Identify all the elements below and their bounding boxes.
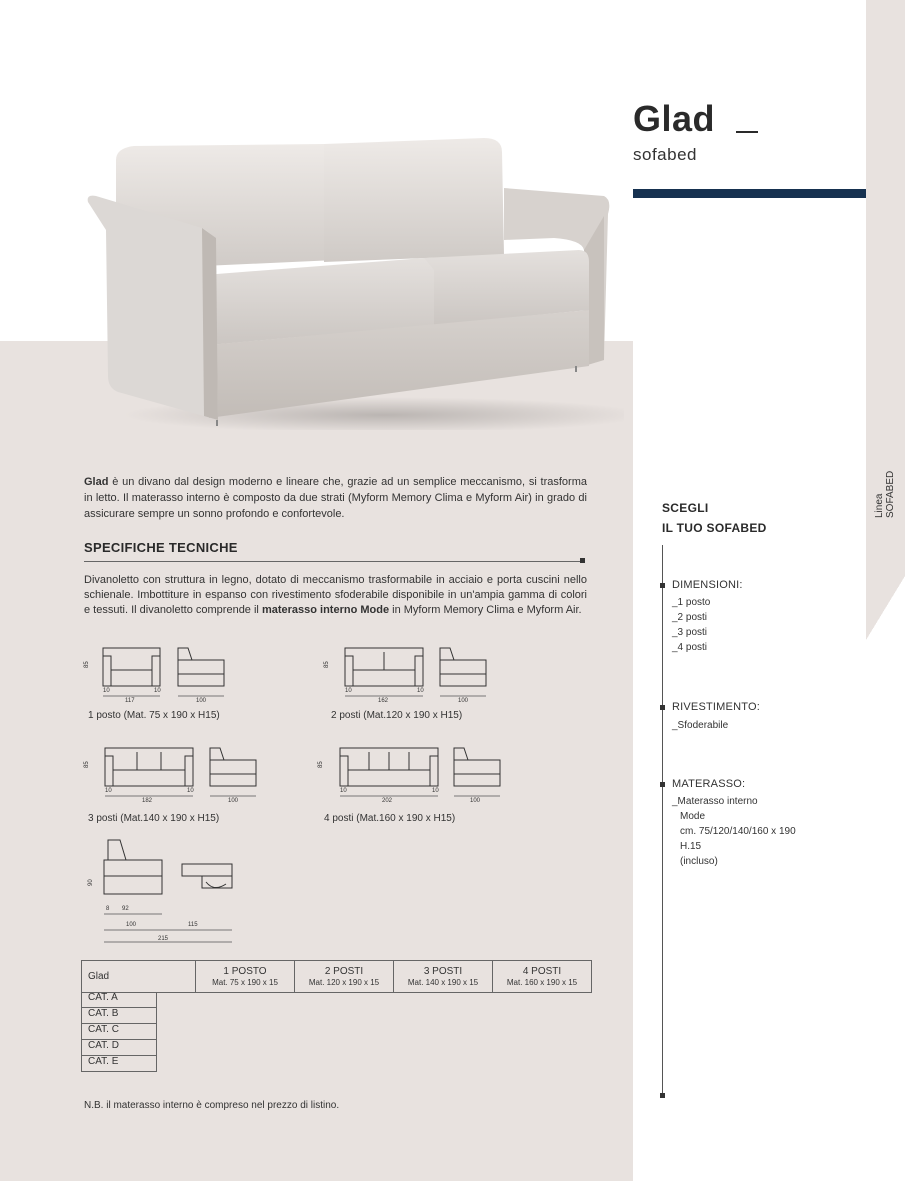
choose-vertical-line bbox=[662, 545, 663, 1095]
diagram-2-arm-right: 10 bbox=[417, 688, 424, 694]
price-row-label: CAT. B bbox=[81, 1008, 157, 1024]
specs-heading: SPECIFICHE TECNICHE bbox=[84, 540, 238, 555]
side-strip bbox=[866, 0, 905, 640]
option-dimensioni-title: DIMENSIONI: bbox=[672, 579, 743, 591]
option-materasso-title: MATERASSO: bbox=[672, 778, 746, 790]
price-row-label: CAT. A bbox=[81, 992, 157, 1008]
specs-text-bold: materasso interno Mode bbox=[261, 604, 390, 616]
side-label-line1: Linea bbox=[874, 493, 885, 518]
option-dimensioni-item: _3 posti bbox=[672, 627, 708, 638]
open-bed-total: 215 bbox=[158, 936, 169, 942]
option-rivestimento-list bbox=[672, 718, 728, 733]
diagram-3-arm-right: 10 bbox=[187, 788, 194, 794]
product-title: Glad bbox=[633, 98, 716, 139]
diagram-3-depth: 100 bbox=[228, 798, 239, 804]
choose-end-marker bbox=[660, 1093, 665, 1098]
price-col-3 bbox=[394, 961, 493, 993]
price-col-3-sub: Mat. 140 x 190 x 15 bbox=[407, 977, 479, 987]
price-table bbox=[81, 960, 592, 993]
diagram-4-posti bbox=[310, 740, 510, 810]
price-col-4-label: 4 POSTI bbox=[522, 965, 562, 977]
title-dash bbox=[736, 131, 758, 133]
diagram-3-height: 85 bbox=[84, 761, 90, 768]
specs-text-after: in Myform Memory Clima e Myform Air. bbox=[389, 604, 582, 616]
price-table-header bbox=[82, 961, 592, 993]
diagram-2-posti bbox=[320, 640, 500, 710]
diagram-2-depth: 100 bbox=[458, 698, 469, 704]
diagram-open-bed bbox=[82, 836, 242, 946]
option-materasso-item: H.15 bbox=[680, 841, 702, 852]
specs-text-before: Divanoletto con struttura in legno, dotato di meccanismo trasformabile in acciaio e porta cuscini nello schienale. Imbottiture in espanso con rivestimento sfoderabile disponibile in un'ampia gamma di colori e tessuti. Il divanoletto comprende il bbox=[84, 574, 587, 616]
intro-text: è un divano dal design moderno e lineare che, grazie ad un semplice meccanismo, si trasforma in letto. Il materasso interno è composto da due strati (Myform Memory Clima e Myform Air) in grado di assicurare sempre un sonno profondo e confortevole. bbox=[84, 476, 587, 520]
diagram-1-caption: 1 posto (Mat. 75 x 190 x H15) bbox=[88, 710, 220, 721]
option-materasso-item: (incluso) bbox=[680, 856, 718, 867]
option-dimensioni-item: _1 posto bbox=[672, 597, 711, 608]
intro-paragraph bbox=[84, 474, 587, 522]
choose-heading bbox=[662, 498, 767, 538]
diagram-4-arm-right: 10 bbox=[432, 788, 439, 794]
option-materasso-item: Mode bbox=[680, 811, 706, 822]
diagram-2-width: 162 bbox=[378, 698, 389, 704]
price-col-1 bbox=[196, 961, 295, 993]
price-table-corner: Glad bbox=[82, 961, 196, 993]
diagram-2-caption: 2 posti (Mat.120 x 190 x H15) bbox=[331, 710, 463, 721]
diagram-1-arm-left: 10 bbox=[103, 688, 110, 694]
price-col-4-sub: Mat. 160 x 190 x 15 bbox=[506, 977, 578, 987]
bullet-materasso bbox=[660, 782, 665, 787]
open-bed-height: 90 bbox=[88, 879, 94, 886]
diagram-3-arm-left: 10 bbox=[105, 788, 112, 794]
diagram-4-width: 202 bbox=[382, 798, 393, 804]
specs-divider-marker bbox=[580, 558, 585, 563]
option-materasso-list bbox=[672, 794, 796, 869]
price-col-2 bbox=[295, 961, 394, 993]
diagram-2-height: 85 bbox=[324, 661, 330, 668]
diagram-3-posti bbox=[80, 740, 270, 810]
price-col-2-label: 2 POSTI bbox=[324, 965, 364, 977]
choose-heading-line2: IL TUO SOFABED bbox=[662, 521, 767, 535]
price-col-2-sub: Mat. 120 x 190 x 15 bbox=[308, 977, 380, 987]
choose-heading-line1: SCEGLI bbox=[662, 501, 709, 515]
accent-bar bbox=[633, 189, 866, 198]
option-dimensioni-item: _4 posti bbox=[672, 642, 708, 653]
open-bed-b: 92 bbox=[122, 906, 129, 912]
side-strip-fold bbox=[866, 576, 905, 640]
intro-brand: Glad bbox=[84, 476, 109, 488]
diagram-1-posto bbox=[80, 640, 250, 710]
price-col-1-label: 1 POSTO bbox=[223, 965, 267, 977]
option-dimensioni-item: _2 posti bbox=[672, 612, 708, 623]
side-label bbox=[872, 462, 902, 518]
price-col-1-sub: Mat. 75 x 190 x 15 bbox=[212, 977, 278, 987]
side-label-line2: SOFABED bbox=[885, 470, 896, 518]
price-col-4 bbox=[493, 961, 592, 993]
diagram-3-width: 182 bbox=[142, 798, 153, 804]
specs-divider bbox=[84, 561, 584, 562]
price-row-label: CAT. E bbox=[81, 1056, 157, 1072]
diagram-1-depth: 100 bbox=[196, 698, 207, 704]
diagram-4-arm-left: 10 bbox=[340, 788, 347, 794]
bullet-rivestimento bbox=[660, 705, 665, 710]
diagram-1-width: 117 bbox=[125, 698, 135, 704]
bullet-dimensioni bbox=[660, 583, 665, 588]
price-col-3-label: 3 POSTI bbox=[423, 965, 463, 977]
option-materasso-item: cm. 75/120/140/160 x 190 bbox=[680, 826, 796, 837]
product-subtitle: sofabed bbox=[633, 145, 697, 164]
open-bed-d: 115 bbox=[188, 922, 198, 928]
diagram-4-depth: 100 bbox=[470, 798, 481, 804]
sofa-image bbox=[84, 130, 624, 430]
diagram-3-caption: 3 posti (Mat.140 x 190 x H15) bbox=[88, 813, 220, 824]
open-bed-c: 100 bbox=[126, 922, 137, 928]
option-materasso-item: _Materasso interno bbox=[672, 796, 758, 807]
option-rivestimento-title: RIVESTIMENTO: bbox=[672, 701, 760, 713]
diagram-4-caption: 4 posti (Mat.160 x 190 x H15) bbox=[324, 813, 456, 824]
price-rows bbox=[81, 992, 157, 1072]
specs-paragraph bbox=[84, 573, 587, 618]
diagram-1-arm-right: 10 bbox=[154, 688, 161, 694]
diagram-1-height: 85 bbox=[84, 661, 90, 668]
diagram-4-height: 85 bbox=[318, 761, 324, 768]
option-dimensioni-list bbox=[672, 595, 710, 655]
option-rivestimento-item: _Sfoderabile bbox=[672, 720, 729, 731]
footnote: N.B. il materasso interno è compreso nel prezzo di listino. bbox=[84, 1100, 340, 1111]
price-row-label: CAT. D bbox=[81, 1040, 157, 1056]
price-row-label: CAT. C bbox=[81, 1024, 157, 1040]
diagram-2-arm-left: 10 bbox=[345, 688, 352, 694]
open-bed-a: 8 bbox=[106, 906, 110, 912]
